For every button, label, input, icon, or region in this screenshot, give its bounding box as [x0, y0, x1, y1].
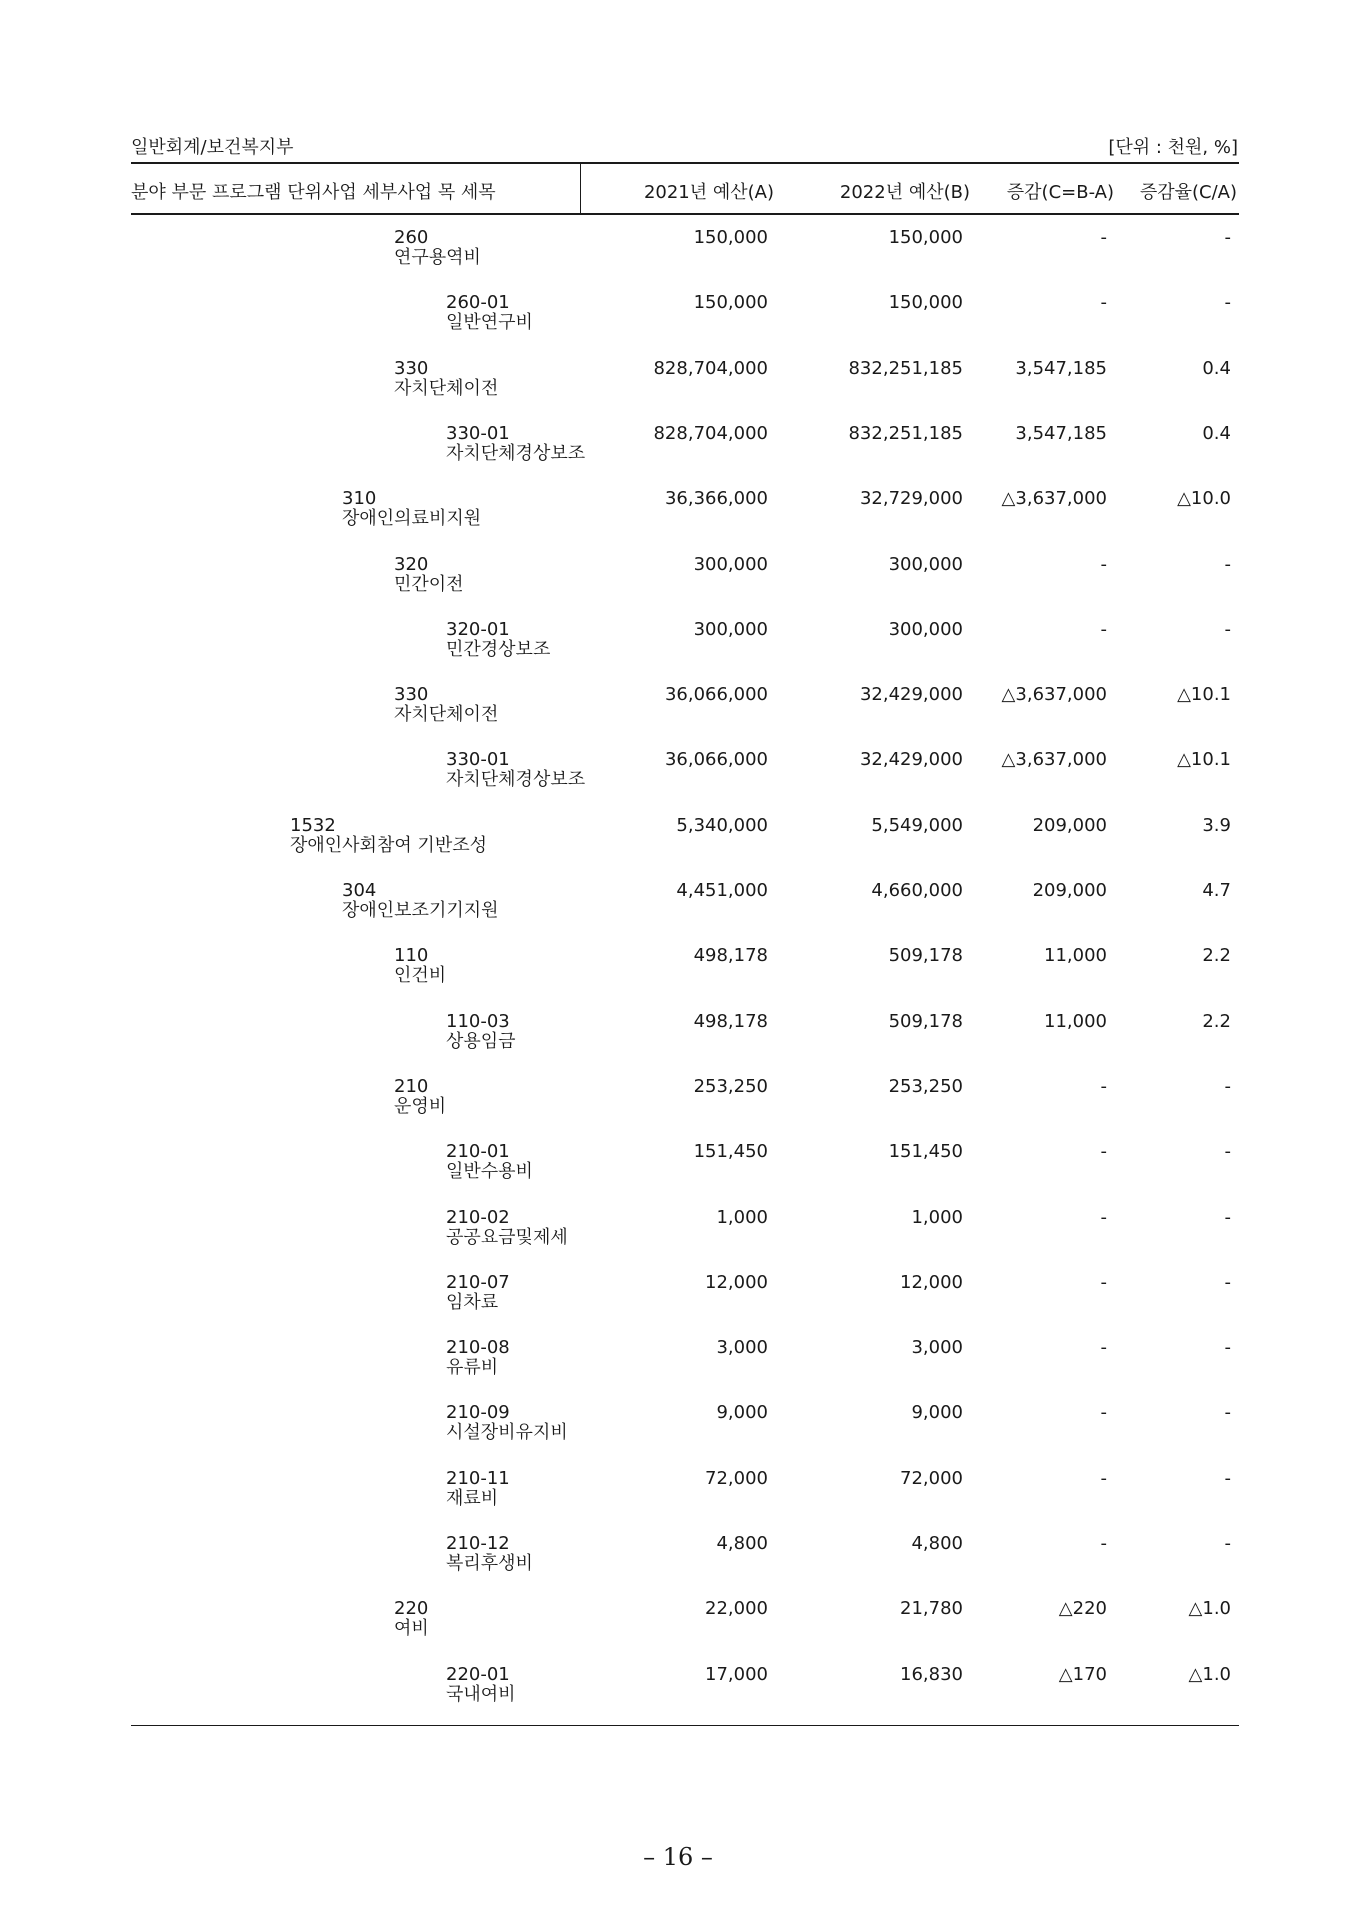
rate-value: 3.9 — [1202, 815, 1231, 836]
budget-2021-value: 498,178 — [693, 1011, 768, 1032]
table-row — [0, 1338, 1356, 1398]
budget-2021-value: 300,000 — [693, 619, 768, 640]
table-row — [0, 881, 1356, 941]
change-value: - — [1100, 1402, 1107, 1423]
budget-2022-value: 16,830 — [900, 1664, 963, 1685]
change-value: - — [1100, 292, 1107, 313]
table-row — [0, 1469, 1356, 1529]
item-name: 상용임금 — [446, 1031, 516, 1052]
column-divider — [580, 163, 581, 214]
budget-2022-value: 150,000 — [888, 227, 963, 248]
table-row — [0, 750, 1356, 810]
change-value: 11,000 — [1044, 945, 1107, 966]
budget-2021-value: 5,340,000 — [676, 815, 768, 836]
item-name: 장애인보조기기지원 — [342, 900, 499, 921]
item-code: 210-09 — [446, 1402, 510, 1423]
budget-2021-value: 12,000 — [705, 1272, 768, 1293]
rate-value: - — [1224, 292, 1231, 313]
page-number: – 16 – — [643, 1843, 713, 1871]
table-row — [0, 1208, 1356, 1268]
column-header-budget-2021: 2021년 예산(A) — [643, 182, 774, 203]
budget-2022-value: 3,000 — [911, 1337, 963, 1358]
item-code: 330 — [394, 358, 429, 379]
table-row — [0, 555, 1356, 615]
budget-2022-value: 21,780 — [900, 1598, 963, 1619]
table-top-rule — [131, 162, 1239, 164]
change-value: △220 — [1058, 1598, 1107, 1619]
item-name: 재료비 — [446, 1488, 499, 1509]
column-header-change: 증감(C=B-A) — [1006, 182, 1114, 203]
change-value: - — [1100, 1533, 1107, 1554]
table-row — [0, 1665, 1356, 1725]
change-value: 209,000 — [1032, 815, 1107, 836]
budget-2021-value: 36,066,000 — [664, 749, 768, 770]
budget-2022-value: 832,251,185 — [848, 423, 963, 444]
table-row — [0, 1534, 1356, 1594]
budget-2021-value: 300,000 — [693, 554, 768, 575]
change-value: △3,637,000 — [1001, 488, 1107, 509]
budget-2021-value: 150,000 — [693, 292, 768, 313]
budget-2022-value: 300,000 — [888, 619, 963, 640]
change-value: - — [1100, 1207, 1107, 1228]
budget-2022-value: 151,450 — [888, 1141, 963, 1162]
item-name: 공공요금및제세 — [446, 1227, 568, 1248]
rate-value: - — [1224, 1402, 1231, 1423]
item-code: 110 — [394, 945, 429, 966]
budget-2021-value: 4,800 — [716, 1533, 768, 1554]
budget-2021-value: 4,451,000 — [676, 880, 768, 901]
budget-2022-value: 832,251,185 — [848, 358, 963, 379]
budget-2022-value: 32,429,000 — [859, 749, 963, 770]
item-code: 220 — [394, 1598, 429, 1619]
item-code: 1532 — [290, 815, 336, 836]
table-row — [0, 685, 1356, 745]
rate-value: - — [1224, 1468, 1231, 1489]
budget-2022-value: 1,000 — [911, 1207, 963, 1228]
budget-2022-value: 4,800 — [911, 1533, 963, 1554]
table-header-rule — [131, 213, 1239, 215]
change-value: △3,637,000 — [1001, 684, 1107, 705]
rate-value: - — [1224, 1533, 1231, 1554]
item-name: 국내여비 — [446, 1684, 516, 1705]
item-code: 110-03 — [446, 1011, 510, 1032]
item-code: 310 — [342, 488, 377, 509]
rate-value: 4.7 — [1202, 880, 1231, 901]
column-header-hierarchy: 분야 부문 프로그램 단위사업 세부사업 목 세목 — [131, 182, 496, 203]
item-name: 임차료 — [446, 1292, 499, 1313]
budget-2021-value: 828,704,000 — [653, 423, 768, 444]
rate-value: - — [1224, 554, 1231, 575]
rate-value: △1.0 — [1188, 1598, 1231, 1619]
budget-2022-value: 12,000 — [900, 1272, 963, 1293]
item-name: 장애인사회참여 기반조성 — [290, 835, 487, 856]
rate-value: △10.0 — [1177, 488, 1231, 509]
item-name: 여비 — [394, 1618, 429, 1639]
budget-2021-value: 151,450 — [693, 1141, 768, 1162]
item-code: 210-02 — [446, 1207, 510, 1228]
item-code: 320-01 — [446, 619, 510, 640]
table-row — [0, 620, 1356, 680]
table-row — [0, 1403, 1356, 1463]
item-name: 자치단체이전 — [394, 704, 499, 725]
rate-value: △10.1 — [1177, 684, 1231, 705]
item-name: 자치단체경상보조 — [446, 443, 586, 464]
table-bottom-rule — [131, 1725, 1239, 1726]
rate-value: △10.1 — [1177, 749, 1231, 770]
table-row — [0, 359, 1356, 419]
rate-value: 0.4 — [1202, 423, 1231, 444]
item-code: 260 — [394, 227, 429, 248]
budget-2022-value: 5,549,000 — [871, 815, 963, 836]
item-name: 시설장비유지비 — [446, 1422, 568, 1443]
change-value: 3,547,185 — [1015, 358, 1107, 379]
table-row — [0, 228, 1356, 288]
budget-2022-value: 150,000 — [888, 292, 963, 313]
item-code: 330-01 — [446, 749, 510, 770]
budget-2021-value: 9,000 — [716, 1402, 768, 1423]
budget-2021-value: 36,366,000 — [664, 488, 768, 509]
item-name: 장애인의료비지원 — [342, 508, 482, 529]
change-value: - — [1100, 1468, 1107, 1489]
table-row — [0, 489, 1356, 549]
column-header-budget-2022: 2022년 예산(B) — [839, 182, 970, 203]
budget-2021-value: 498,178 — [693, 945, 768, 966]
budget-2022-value: 509,178 — [888, 945, 963, 966]
table-row — [0, 1012, 1356, 1072]
change-value: △3,637,000 — [1001, 749, 1107, 770]
budget-2022-value: 32,429,000 — [859, 684, 963, 705]
budget-2022-value: 509,178 — [888, 1011, 963, 1032]
item-name: 인건비 — [394, 965, 447, 986]
change-value: - — [1100, 1272, 1107, 1293]
item-name: 일반연구비 — [446, 312, 533, 333]
rate-value: - — [1224, 619, 1231, 640]
budget-2022-value: 253,250 — [888, 1076, 963, 1097]
budget-2021-value: 828,704,000 — [653, 358, 768, 379]
budget-2021-value: 3,000 — [716, 1337, 768, 1358]
change-value: - — [1100, 554, 1107, 575]
item-code: 210-11 — [446, 1468, 510, 1489]
change-value: △170 — [1058, 1664, 1107, 1685]
table-row — [0, 1142, 1356, 1202]
budget-2021-value: 1,000 — [716, 1207, 768, 1228]
rate-value: △1.0 — [1188, 1664, 1231, 1685]
item-code: 210-01 — [446, 1141, 510, 1162]
rate-value: - — [1224, 227, 1231, 248]
table-row — [0, 946, 1356, 1006]
item-code: 210-12 — [446, 1533, 510, 1554]
rate-value: - — [1224, 1141, 1231, 1162]
table-row — [0, 293, 1356, 353]
table-row — [0, 424, 1356, 484]
rate-value: 2.2 — [1202, 945, 1231, 966]
item-name: 일반수용비 — [446, 1161, 533, 1182]
change-value: 209,000 — [1032, 880, 1107, 901]
budget-2022-value: 4,660,000 — [871, 880, 963, 901]
rate-value: - — [1224, 1207, 1231, 1228]
table-row — [0, 1273, 1356, 1333]
change-value: - — [1100, 1141, 1107, 1162]
item-name: 자치단체이전 — [394, 378, 499, 399]
rate-value: - — [1224, 1272, 1231, 1293]
change-value: - — [1100, 1076, 1107, 1097]
item-name: 연구용역비 — [394, 247, 481, 268]
change-value: - — [1100, 1337, 1107, 1358]
budget-2022-value: 300,000 — [888, 554, 963, 575]
budget-2021-value: 22,000 — [705, 1598, 768, 1619]
column-header-rate: 증감율(C/A) — [1139, 182, 1237, 203]
item-code: 260-01 — [446, 292, 510, 313]
budget-2021-value: 253,250 — [693, 1076, 768, 1097]
unit-label: [단위 : 천원, %] — [1108, 137, 1238, 158]
change-value: - — [1100, 227, 1107, 248]
change-value: 11,000 — [1044, 1011, 1107, 1032]
header-left: 일반회계/보건복지부 — [131, 137, 294, 158]
change-value: - — [1100, 619, 1107, 640]
item-name: 자치단체경상보조 — [446, 769, 586, 790]
item-name: 민간이전 — [394, 574, 464, 595]
item-code: 330-01 — [446, 423, 510, 444]
item-code: 220-01 — [446, 1664, 510, 1685]
item-name: 운영비 — [394, 1096, 447, 1117]
rate-value: 2.2 — [1202, 1011, 1231, 1032]
item-code: 210-07 — [446, 1272, 510, 1293]
table-row — [0, 816, 1356, 876]
table-row — [0, 1599, 1356, 1659]
item-code: 210-08 — [446, 1337, 510, 1358]
table-row — [0, 1077, 1356, 1137]
budget-2021-value: 17,000 — [705, 1664, 768, 1685]
budget-2021-value: 72,000 — [705, 1468, 768, 1489]
item-code: 304 — [342, 880, 377, 901]
item-code: 330 — [394, 684, 429, 705]
budget-2022-value: 72,000 — [900, 1468, 963, 1489]
budget-2022-value: 32,729,000 — [859, 488, 963, 509]
budget-2021-value: 150,000 — [693, 227, 768, 248]
rate-value: 0.4 — [1202, 358, 1231, 379]
budget-2021-value: 36,066,000 — [664, 684, 768, 705]
item-name: 유류비 — [446, 1357, 499, 1378]
rate-value: - — [1224, 1337, 1231, 1358]
budget-2022-value: 9,000 — [911, 1402, 963, 1423]
item-name: 복리후생비 — [446, 1553, 533, 1574]
change-value: 3,547,185 — [1015, 423, 1107, 444]
item-code: 320 — [394, 554, 429, 575]
item-name: 민간경상보조 — [446, 639, 551, 660]
rate-value: - — [1224, 1076, 1231, 1097]
item-code: 210 — [394, 1076, 429, 1097]
